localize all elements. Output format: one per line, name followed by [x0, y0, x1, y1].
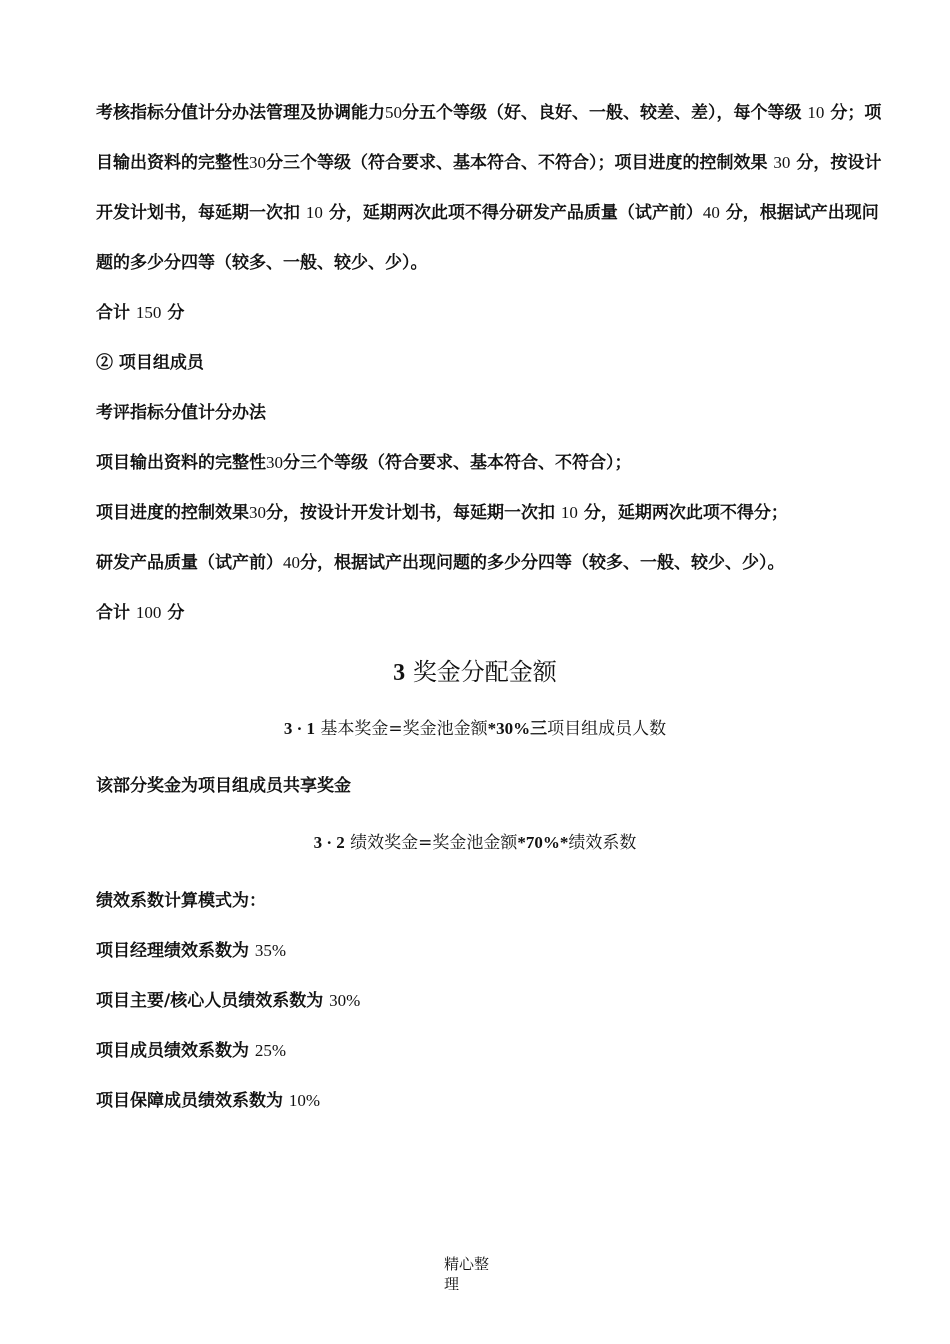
assessment-paragraph: [96, 88, 892, 288]
text-span: 项目输出资料的完整性: [96, 453, 266, 473]
formula-operator: *30%三: [487, 719, 548, 738]
coefficient-label: 项目保障成员绩效系数为: [96, 1091, 283, 1111]
text-span: 分；项目输出资料的完整性: [96, 103, 882, 173]
coefficient-label: 项目成员绩效系数为: [96, 1041, 249, 1061]
formula-text: 项目组成员人数: [547, 719, 667, 739]
total-100: [96, 588, 892, 638]
text-span: 分，延期两次此项不得分研发产品质量（试产前）: [328, 203, 703, 223]
number: 40: [702, 203, 720, 222]
coefficient-label: 项目经理绩效系数为: [96, 941, 249, 961]
text-span: 分，按设计开发计划书，每延期一次扣: [266, 503, 555, 523]
number: 100: [135, 603, 162, 622]
coefficient-mode-heading: 绩效系数计算模式为：: [96, 891, 266, 911]
formula-operator: *70%*: [517, 833, 569, 852]
formula-text: 基本奖金=奖金池金额: [320, 719, 488, 739]
coefficient-item: [96, 976, 892, 1026]
coefficient-item: [96, 1026, 892, 1076]
criteria-item-quality: [96, 538, 892, 588]
coefficient-item: [96, 926, 892, 976]
shared-bonus-note: 该部分奖金为项目组成员共享奖金: [96, 776, 351, 796]
number: 50: [385, 103, 402, 122]
number: 30: [249, 153, 266, 172]
number: 30: [266, 453, 283, 472]
criteria-item-schedule: [96, 488, 892, 538]
section-number: 3: [393, 660, 406, 686]
section-3-heading: [0, 652, 950, 687]
number: 10: [305, 203, 323, 222]
text-span: 分，根据试产出现问题的多少分四等（较多、一般、较少、少）。: [300, 553, 785, 573]
total-150: [96, 288, 892, 338]
section-title: 奖金分配金额: [412, 658, 557, 686]
performance-bonus-formula: [0, 830, 950, 856]
criteria-heading: 考评指标分值计分办法: [96, 403, 266, 423]
text-span: 考核指标分值计分办法管理及协调能力: [96, 103, 385, 123]
text-span: 分，按设计开发计划书，每延期一次扣: [96, 153, 882, 223]
text-span: 合计: [96, 603, 130, 623]
coefficient-item: [96, 1076, 892, 1126]
formula-number: 3 · 1: [283, 719, 315, 738]
text-span: 分三个等级（符合要求、基本符合、不符合）；项目进度的控制效果: [266, 153, 768, 173]
text-span: 项目进度的控制效果: [96, 503, 249, 523]
coefficient-value: 30%: [329, 991, 361, 1010]
text-span: 分: [167, 303, 185, 323]
coefficient-value: 10%: [288, 1091, 321, 1110]
page-footer: 精心整理: [444, 1255, 490, 1293]
coefficient-value: 25%: [254, 1041, 287, 1060]
text-span: 研发产品质量（试产前）: [96, 553, 283, 573]
text-span: 分，延期两次此项不得分；: [583, 503, 788, 523]
formula-text: 绩效系数: [568, 833, 637, 853]
number: 30: [249, 503, 266, 522]
criteria-item-completeness: [96, 438, 892, 488]
formula-number: 3 · 2: [313, 833, 345, 852]
text-span: 分: [167, 603, 185, 623]
coefficient-value: 35%: [254, 941, 287, 960]
text-span: 分，根据试产出现问题的多少分四等（较多、一般、较少、少）。: [96, 203, 879, 273]
text-span: 合计: [96, 303, 130, 323]
number: 10: [807, 103, 825, 122]
number: 40: [283, 553, 300, 572]
number: 30: [773, 153, 791, 172]
formula-text: 绩效奖金=奖金池金额: [350, 833, 518, 853]
text-span: 分三个等级（符合要求、基本符合、不符合）；: [283, 453, 632, 473]
text-span: 分五个等级（好、良好、一般、较差、差），每个等级: [402, 103, 802, 123]
coefficient-label: 项目主要/核心人员绩效系数为: [96, 991, 324, 1011]
basic-bonus-formula: [0, 716, 950, 742]
number: 150: [135, 303, 162, 322]
number: 10: [560, 503, 578, 522]
section-members-heading: ② 项目组成员: [96, 353, 204, 373]
